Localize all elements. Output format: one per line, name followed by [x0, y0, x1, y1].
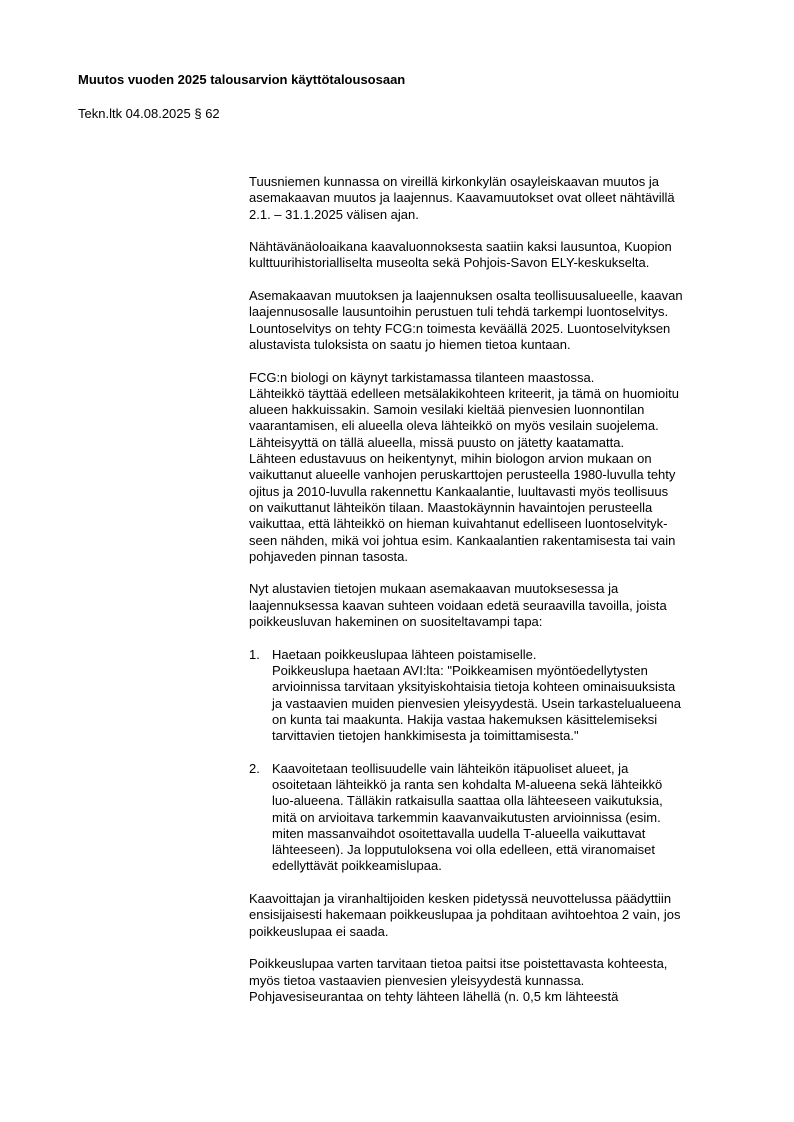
- text-line: myös tietoa vastaavien pienvesien yleisyydestä kunnassa.: [249, 972, 585, 988]
- text-line: poikkeuslupaa ei saada.: [249, 923, 389, 939]
- text-line: Haetaan poikkeuslupaa lähteen poistamiselle.: [272, 646, 537, 662]
- text-line: Tuusniemen kunnassa on vireillä kirkonkylän osayleiskaavan muutos ja: [249, 174, 659, 189]
- text-line: alustavista tuloksista on saatu jo hiemen tietoa kuntaan.: [249, 336, 571, 352]
- text-line: 2.1. – 31.1.2025 välisen ajan.: [249, 206, 419, 222]
- text-line: ja vastaavien muiden pienvesien yleisyydestä. Usein tarkastelualueena: [272, 695, 682, 711]
- text-line: alueen hakkuissakin. Samoin vesilaki kieltää pienvesien luonnontilan: [249, 402, 645, 418]
- text-line: vaikuttanut alueelle vanhojen peruskarttojen perusteella 1980-luvulla tehty: [249, 467, 676, 483]
- document-body: [249, 174, 749, 1021]
- text-line: on vaikuttanut lähteikön tilaan. Maastokäynnin havaintojen perusteella: [249, 499, 653, 515]
- text-line: Kaavoitetaan teollisuudelle vain lähteikön itäpuoliset alueet, ja: [272, 760, 629, 776]
- text-line: Pohjavesiseurantaa on tehty lähteen lähellä (n. 0,5 km lähteestä: [249, 988, 619, 1004]
- text-line: laajennusosalle lausuntoihin perustuen tuli tehdä tarkempi luontoselvitys.: [249, 304, 669, 320]
- text-line: on kunta tai maakunta. Hakija vastaa hakemuksen käsittelemiseksi: [272, 711, 658, 727]
- text-line: laajennuksessa kaavan suhteen voidaan edetä seuraavilla tavoilla, joista: [249, 597, 667, 613]
- text-line: Lähteikkö täyttää edelleen metsälakikohteen kriteerit, ja tämä on huomioitu: [249, 385, 679, 401]
- text-line: lähteeseen). Ja lopputuloksena voi olla edelleen, että viranomaiset: [272, 842, 656, 858]
- paragraph: [249, 288, 749, 353]
- text-line: Nyt alustavien tietojen mukaan asemakaavan muutoksesessa ja: [249, 581, 619, 597]
- text-line: Nähtävänäoloaikana kaavaluonnoksesta saatiin kaksi lausuntoa, Kuopion: [249, 239, 672, 255]
- list-item: [249, 647, 749, 745]
- paragraph: [249, 891, 749, 940]
- text-line: FCG:n biologi on käynyt tarkistamassa tilanteen maastossa.: [249, 369, 595, 385]
- text-line: vaarantamisen, eli alueella oleva lähteikkö on myös vesilain suojelema.: [249, 418, 659, 434]
- text-line: ojitus ja 2010-luvulla rakennettu Kankaalantie, luultavasti myös teollisuus: [249, 483, 669, 499]
- text-line: pohjaveden pinnan tasosta.: [249, 548, 409, 564]
- text-line: Lountoselvitys on tehty FCG:n toimesta keväällä 2025. Luontoselvityksen: [249, 320, 671, 336]
- paragraph: [249, 174, 749, 223]
- text-line: Poikkeuslupa haetaan AVI:lta: "Poikkeamisen myöntöedellytysten: [272, 662, 648, 678]
- text-line: osoitetaan lähteikkö ja ranta sen kohdalta M-alueena sekä lähteikkö: [272, 776, 663, 792]
- text-line: mitä on arvioitava tarkemmin kaavanvaikutusten arvioinnissa (esim.: [272, 809, 661, 825]
- text-line: Lähteen edustavuus on heikentynyt, mihin biologon arvion mukaan on: [249, 451, 652, 467]
- text-line: arvioinnissa tarvitaan yksityiskohtaisia tietoja kohteen ominaisuuksista: [272, 679, 676, 695]
- paragraph: [249, 370, 749, 566]
- text-line: ensisijaisesti hakemaan poikkeuslupaa ja pohditaan avihtoehtoa 2 vain, jos: [249, 907, 681, 923]
- text-line: luo-alueena. Tälläkin ratkaisulla saattaa olla lähteeseen vaikutuksia,: [272, 793, 663, 809]
- paragraph: [249, 239, 749, 272]
- list-number: 2.: [249, 760, 260, 776]
- paragraph: [249, 581, 749, 630]
- meeting-reference: Tekn.ltk 04.08.2025 § 62: [78, 106, 220, 121]
- text-line: Poikkeuslupaa varten tarvitaan tietoa paitsi itse poistettavasta kohteesta,: [249, 956, 668, 972]
- text-line: Lähteisyyttä on tällä alueella, missä puusto on jätetty kaatamatta.: [249, 434, 625, 450]
- text-line: seen nähden, mikä voi johtua esim. Kankaalantien rakentamisesta tai vain: [249, 532, 676, 548]
- text-line: asemakaavan muutos ja laajennus. Kaavamuutokset ovat olleet nähtävillä: [249, 190, 675, 206]
- text-line: poikkeusluvan hakeminen on suositeltavampi tapa:: [249, 614, 543, 630]
- text-line: vaikuttaa, että lähteikkö on hieman kuivahtanut edelliseen luontoselvityk-: [249, 516, 668, 532]
- list-item: [249, 761, 749, 875]
- document-title: Muutos vuoden 2025 talousarvion käyttötalousosaan: [78, 72, 406, 87]
- text-line: tarvittavien tietojen hankkimisesta ja toimittamisesta.": [272, 728, 579, 744]
- text-line: miten massanvaihdot osoitettavalla uudella T-alueella vaikuttavat: [272, 825, 646, 841]
- paragraph: [249, 956, 749, 1005]
- text-line: Asemakaavan muutoksen ja laajennuksen osalta teollisuusalueelle, kaavan: [249, 288, 683, 304]
- list-number: 1.: [249, 646, 260, 662]
- text-line: Kaavoittajan ja viranhaltijoiden kesken pidetyssä neuvottelussa päädyttiin: [249, 891, 672, 907]
- text-line: edellyttävät poikkeamislupaa.: [272, 858, 442, 874]
- text-line: kulttuurihistorialliselta museolta sekä Pohjois-Savon ELY-keskukselta.: [249, 255, 650, 271]
